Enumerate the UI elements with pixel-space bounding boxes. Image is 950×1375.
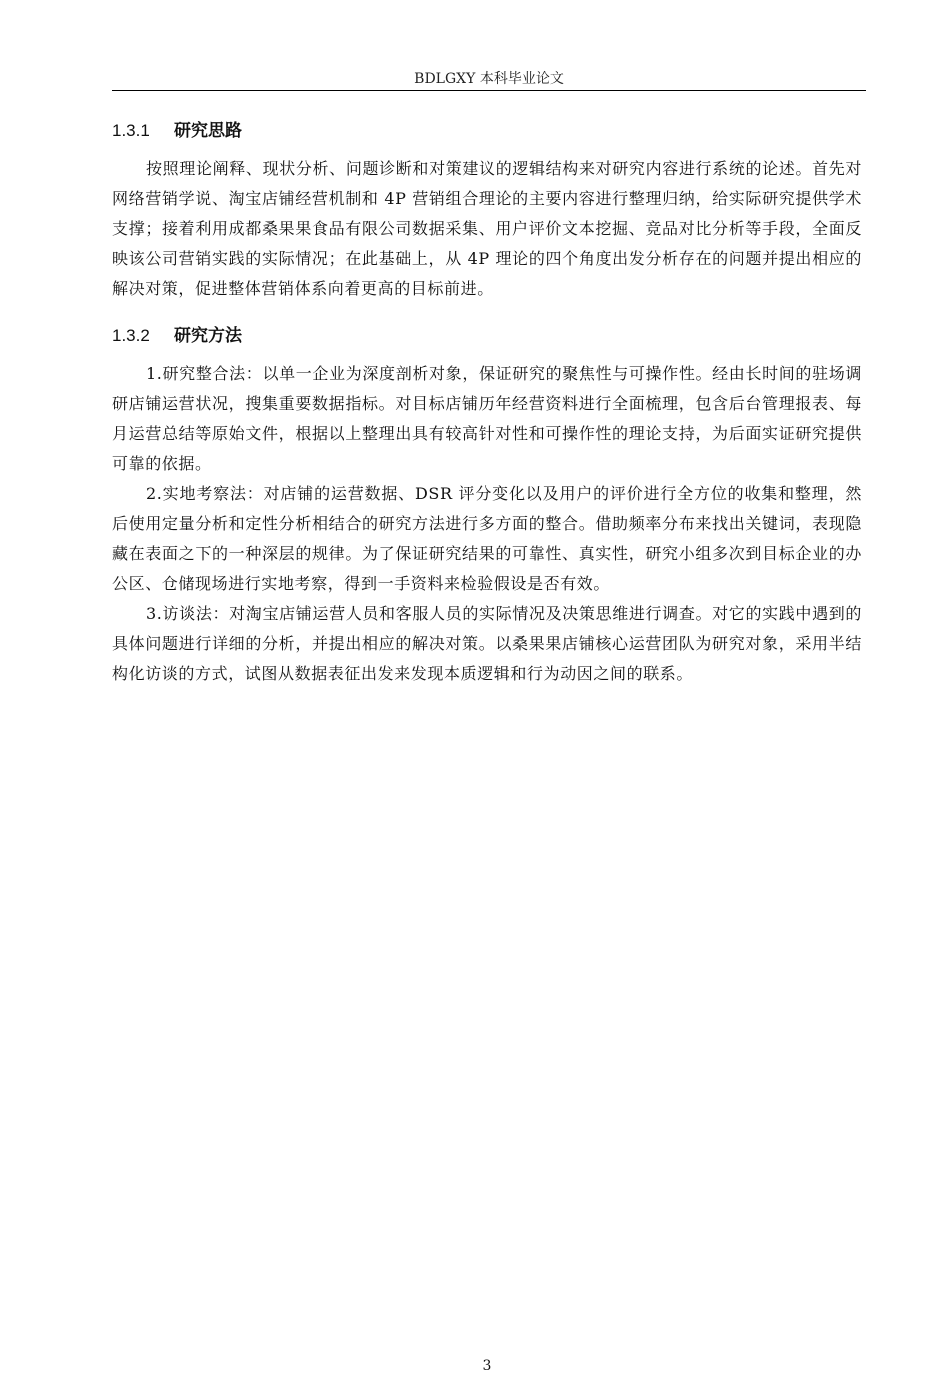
page-number: 3	[482, 1358, 492, 1374]
paragraph-field-investigation-method: 2.实地考察法：对店铺的运营数据、DSR 评分变化以及用户的评价进行全方位的收集和整理，然后使用定量分析和定性分析相结合的研究方法进行多方面的整合。借助频率分布来找出关键词，表现隐藏在表面之下的一种深层的规律。为了保证研究结果的可靠性、真实性，研究小组多次到目标企业的办公区、仓储现场进行实地考察，得到一手资料来检验假设是否有效。	[112, 484, 862, 593]
section-body-research-methods	[112, 359, 862, 689]
page-body	[112, 110, 862, 1374]
running-header: BDLGXY 本科毕业论文	[414, 71, 564, 87]
paragraph-integration-method: 1.研究整合法：以单一企业为深度剖析对象，保证研究的聚焦性与可操作性。经由长时间的驻场调研店铺运营状况，搜集重要数据指标。对目标店铺历年经营资料进行全面梳理，包含后台管理报表、每月运营总结等原始文件，根据以上整理出具有较高针对性和可操作性的理论支持，为后面实证研究提供可靠的依据。	[112, 364, 862, 473]
section-title: 研究方法	[174, 326, 242, 346]
section-number: 1.3.1	[112, 121, 150, 140]
section-body-research-approach	[112, 154, 862, 304]
section-heading-research-approach	[112, 119, 862, 143]
section-heading-research-methods	[112, 324, 862, 348]
paragraph: 按照理论阐释、现状分析、问题诊断和对策建议的逻辑结构来对研究内容进行系统的论述。首先对网络营销学说、淘宝店铺经营机制和 4P 营销组合理论的主要内容进行整理归纳，给实际研究提供学术支撑；接着利用成都桑果果食品有限公司数据采集、用户评价文本挖掘、竞品对比分析等手段，全面反映该公司营销实践的实际情况；在此基础上，从 4P 理论的四个角度出发分析存在的问题并提出相应的解决对策，促进整体营销体系向着更高的目标前进。	[112, 159, 862, 298]
section-number: 1.3.2	[112, 326, 150, 345]
header-rule	[112, 90, 866, 91]
paragraph-interview-method: 3.访谈法：对淘宝店铺运营人员和客服人员的实际情况及决策思维进行调查。对它的实践中遇到的具体问题进行详细的分析，并提出相应的解决对策。以桑果果店铺核心运营团队为研究对象，采用半结构化访谈的方式，试图从数据表征出发来发现本质逻辑和行为动因之间的联系。	[112, 604, 862, 683]
section-title: 研究思路	[174, 121, 242, 141]
